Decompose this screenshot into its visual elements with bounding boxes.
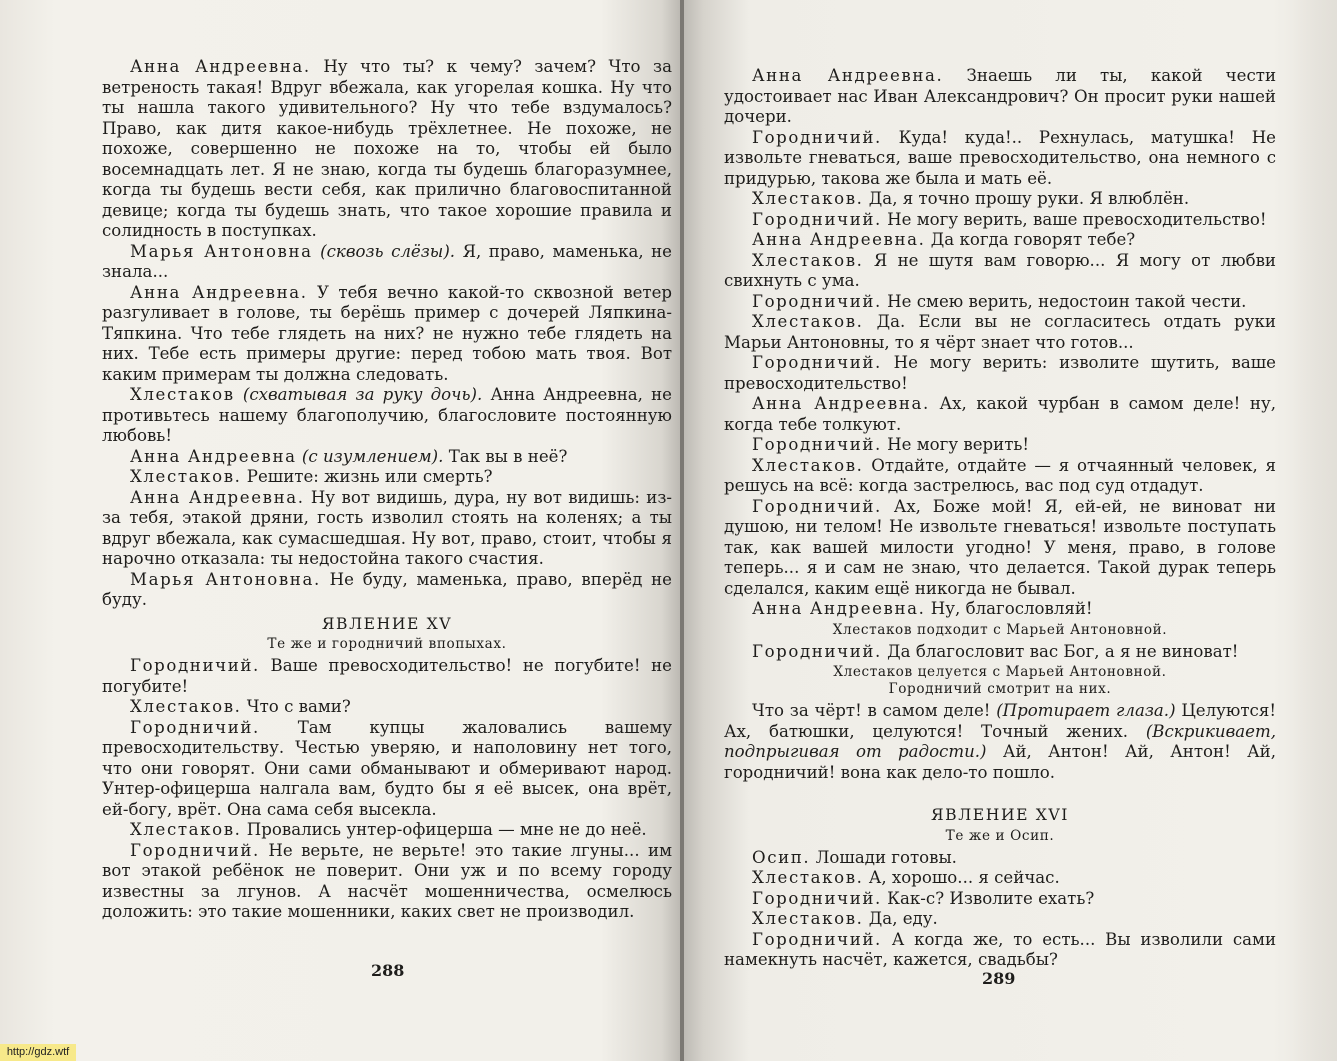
paragraph	[102, 718, 672, 821]
right-page-text	[724, 66, 1276, 971]
speech-text: Провались унтер-офицерша — мне не до неё.	[241, 820, 647, 839]
speech-text: Да благословит вас Бог, а я не виноват!	[881, 641, 1239, 661]
speech-text: Не смею верить, недостоин такой чести.	[881, 291, 1247, 311]
speech-text: Не верьте, не верьте! это такие лгуны... им вот этакой ребёнок не поверит. Они уж и по всему городу известны за лгунов. А насчёт мошенничества, осмелюсь доложить: это такие мошенники, каких свет не производил.	[102, 840, 672, 921]
paragraph	[102, 697, 672, 718]
speaker-name: Городничий.	[752, 435, 882, 454]
stage-direction-line	[724, 664, 1276, 698]
speaker-name: Хлестаков.	[752, 312, 864, 331]
page-number: 288	[371, 961, 405, 980]
paragraph	[102, 283, 672, 386]
paragraph	[724, 701, 1276, 783]
paragraph	[724, 889, 1276, 910]
speech-text: Как-с? Изволите ехать?	[881, 888, 1095, 908]
paragraph	[724, 909, 1276, 930]
paragraph	[102, 570, 672, 611]
paragraph	[724, 312, 1276, 353]
paragraph	[102, 841, 672, 923]
speaker-name: Городничий.	[130, 656, 260, 675]
speech-text: Анна Андреевна, не противьтесь нашему благополучию, благословите постоянную любовь!	[102, 385, 672, 445]
paragraph	[102, 656, 672, 697]
speech-text: Ну вот видишь, дура, ну вот видишь: из-за тебя, этакой дряни, гость изволил стоять на коленях; а ты вдруг вбежала, как сумасшедшая. Ну вот, право, стоит, чтобы я нарочно отказала: ты недостойна такого счастия.	[102, 487, 672, 568]
stage-direction-text: Городничий смотрит на них.	[888, 681, 1112, 697]
stage-direction: (сквозь слёзы).	[312, 241, 456, 261]
left-page-text	[102, 57, 672, 923]
speech-text: Что с вами?	[241, 697, 351, 716]
speech-text: Да. Если вы не согласитесь отдать руки Марьи Антоновны, то я чёрт знает что готов...	[724, 312, 1276, 352]
speech-text: Не могу верить: изволите шутить, ваше превосходительство!	[724, 353, 1276, 393]
stage-direction-text: Хлестаков целуется с Марьей Антоновной.	[833, 664, 1167, 680]
stage-direction: (Протирает глаза.)	[996, 701, 1176, 720]
speech-text: Не буду, маменька, право, вперёд не буду.	[102, 569, 672, 609]
speaker-name: Хлестаков.	[752, 868, 864, 887]
paragraph	[102, 57, 672, 242]
speaker-name: Анна Андреевна.	[752, 599, 926, 618]
speech-text: Ай, Антон! Ай, Антон! Ай, городничий! вона как дело-то пошло.	[724, 742, 1276, 782]
paragraph	[724, 930, 1276, 971]
speaker-name: Городничий.	[752, 291, 882, 311]
right-page	[684, 0, 1337, 1061]
speech-text: У тебя вечно какой-то сквозной ветер разгуливает в голове, ты берёшь пример с дочерей Ляпкина-Тяпкина. Что тебе глядеть на них? не нужно тебе глядеть на них. Тебе есть примеры другие: перед тобою мать твоя. Вот каким примерам ты должна следовать.	[102, 282, 673, 384]
paragraph	[102, 488, 672, 570]
speech-text: Знаешь ли ты, какой чести удостоивает нас Иван Александрович? Он просит руки нашей дочери.	[724, 66, 1276, 126]
speaker-name: Осип.	[752, 847, 811, 867]
speech-text: Ваше превосходительство! не погубите! не погубите!	[102, 656, 672, 696]
stage-direction: (с изумлением).	[296, 446, 444, 466]
speaker-name: Городничий.	[130, 717, 260, 737]
speaker-name: Хлестаков.	[752, 250, 864, 270]
speech-text: Отдайте, отдайте — я отчаянный человек, я решусь на всё: когда застрелюсь, вас под суд отдадут.	[724, 455, 1276, 495]
stage-direction: (Вскрикивает, подпрыгивая от радости.)	[724, 721, 1276, 761]
speaker-name: Городничий.	[130, 840, 260, 860]
speech-text: Ну, благословляй!	[925, 599, 1093, 618]
scene-stage-direction: Те же и Осип.	[945, 827, 1055, 844]
speech-text: Я, право, маменька, не знала...	[102, 241, 672, 281]
speech-text: Целуются! Ах, батюшки, целуются! Точный жених.	[724, 701, 1276, 741]
speaker-name: Городничий.	[752, 888, 882, 908]
paragraph	[724, 128, 1276, 190]
speaker-name: Хлестаков.	[752, 909, 864, 928]
page-edge-shadow	[1292, 0, 1337, 1061]
paragraph	[724, 251, 1276, 292]
speaker-name: Городничий.	[752, 127, 882, 147]
stage-direction-line: Хлестаков подходит с Марьей Антоновной.	[832, 621, 1168, 638]
speaker-name: Анна Андреевна.	[752, 230, 926, 249]
speaker-name: Анна Андреевна.	[752, 66, 944, 85]
speaker-name: Анна Андреевна.	[130, 282, 308, 302]
speech-text: Я не шутя вам говорю... Я могу от любви свихнуть с ума.	[724, 250, 1276, 290]
speech-text: Не могу верить, ваше превосходительство!	[881, 209, 1267, 229]
stage-direction: (схватывая за руку дочь).	[234, 385, 483, 404]
speaker-name: Анна Андреевна	[130, 446, 297, 466]
paragraph	[724, 353, 1276, 394]
speaker-name: Хлестаков.	[130, 697, 242, 716]
paragraph	[102, 385, 672, 447]
scene-heading: ЯВЛЕНИЕ XV	[321, 614, 453, 633]
paragraph	[724, 497, 1276, 600]
paragraph	[724, 394, 1276, 435]
speech-text: Куда! куда!.. Рехнулась, матушка! Не извольте гневаться, ваше превосходительство, она немного с придурью, такова же была и мать её.	[724, 127, 1276, 188]
speech-text: Да, я точно прошу руки. Я влюблён.	[863, 189, 1190, 208]
speaker-name: Анна Андреевна.	[130, 57, 311, 76]
paragraph	[724, 456, 1276, 497]
page-number: 289	[982, 969, 1016, 988]
speech-text: Ну что ты? к чему? зачем? Что за ветреность такая! Вдруг вбежала, как угорелая кошка. Ну что ты нашла такого удивительного? Ну что тебе вздумалось? Право, как дитя какое-нибудь трёхлетнее. Не похоже, не похоже, совершенно не похоже на то, чтобы ей было восемнадцать лет. Я не знаю, когда ты будешь благоразумнее, когда ты будешь вести себя, как прилично благовоспитанной девице; когда ты будешь знать, что такое хорошие правила и солидность в поступках.	[102, 57, 672, 240]
scene-heading: ЯВЛЕНИЕ XVI	[930, 806, 1070, 824]
speech-text: А, хорошо... я сейчас.	[863, 868, 1060, 887]
speaker-name: Хлестаков	[130, 385, 235, 404]
speaker-name: Марья Антоновна	[130, 241, 313, 261]
speech-text: Ах, какой чурбан в самом деле! ну, когда тебе толкуют.	[724, 394, 1276, 434]
speaker-name: Марья Антоновна.	[130, 569, 321, 589]
paragraph	[724, 435, 1276, 456]
speech-text: Лошади готовы.	[810, 847, 957, 867]
paragraph	[724, 210, 1276, 231]
speaker-name: Анна Андреевна.	[752, 394, 930, 413]
paragraph	[102, 242, 672, 283]
paragraph	[724, 642, 1276, 663]
speech-text: Да когда говорят тебе?	[925, 230, 1136, 249]
paragraph	[724, 868, 1276, 889]
watermark-link[interactable]: http://gdz.wtf	[0, 1044, 76, 1061]
speech-text: Ах, Боже мой! Я, ей-ей, не виноват ни душою, ни телом! Не извольте гневаться! извольте поступать так, как вашей милости угодно! У меня, право, в голове теперь... я и сам не знаю, что делается. Такой дурак теперь сделался, каким ещё никогда не бывал.	[724, 496, 1276, 598]
paragraph	[724, 66, 1276, 128]
speaker-name: Городничий.	[752, 496, 882, 516]
paragraph	[724, 292, 1276, 313]
paragraph	[724, 189, 1276, 210]
speaker-name: Анна Андреевна.	[130, 487, 305, 507]
paragraph	[102, 467, 672, 488]
paragraph	[102, 447, 672, 468]
speaker-name: Городничий.	[752, 209, 882, 229]
speech-text: Не могу верить!	[881, 435, 1030, 454]
speaker-name: Хлестаков.	[752, 189, 864, 208]
speech-text: Так вы в неё?	[443, 446, 568, 466]
speaker-name: Хлестаков.	[130, 820, 242, 839]
speaker-name: Городничий.	[752, 353, 882, 372]
paragraph	[724, 599, 1276, 620]
speech-text: Да, еду.	[863, 909, 938, 928]
speech-text: Там купцы жаловались вашему превосходительству. Честью уверяю, и наполовину нет того, что они говорят. Они сами обманывают и обмеривают народ. Унтер-офицерша налгала вам, будто бы я её высек, она врёт, ей-богу, врёт. Она сама себя высекла.	[102, 717, 672, 819]
speech-text: Что за чёрт! в самом деле!	[752, 701, 997, 720]
speaker-name: Хлестаков.	[130, 467, 242, 486]
paragraph	[724, 848, 1276, 869]
paragraph	[724, 230, 1276, 251]
paragraph	[102, 820, 672, 841]
speech-text: А когда же, то есть... Вы изволили сами намекнуть насчёт, кажется, свадьбы?	[724, 929, 1276, 969]
speech-text: Решите: жизнь или смерть?	[241, 467, 493, 486]
speaker-name: Хлестаков.	[752, 455, 864, 475]
speaker-name: Городничий.	[752, 929, 882, 949]
scene-stage-direction: Те же и городничий впопыхах.	[267, 636, 507, 652]
speaker-name: Городничий.	[752, 641, 882, 661]
